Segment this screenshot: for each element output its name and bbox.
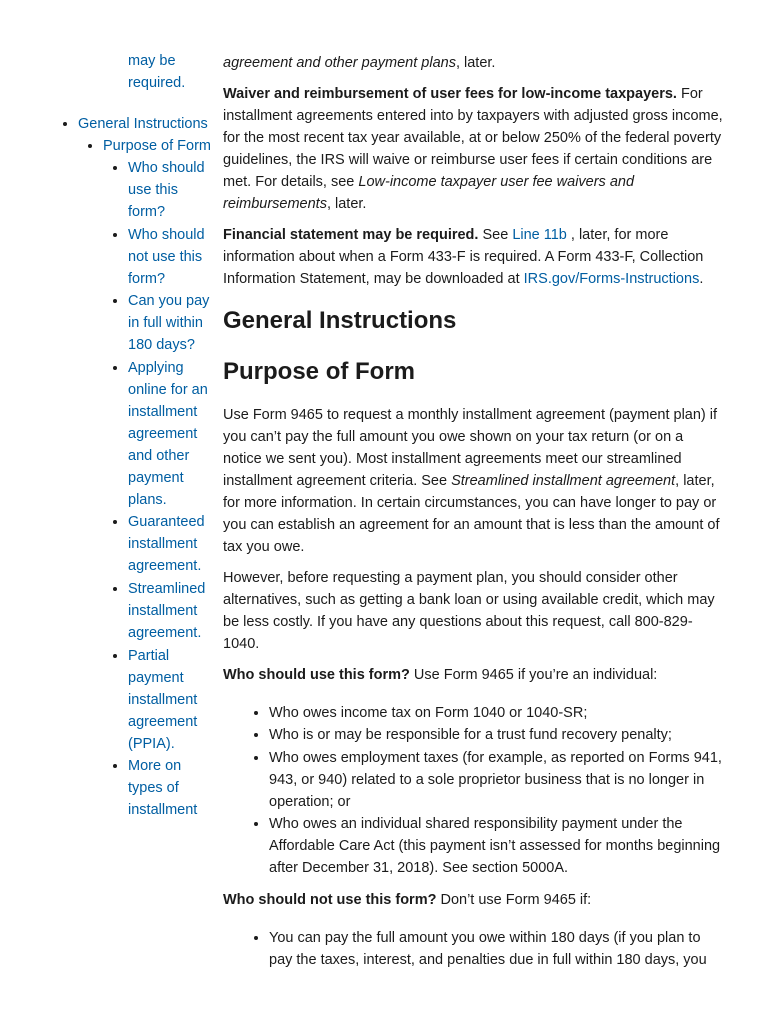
who-should-not-use-heading: Who should not use this form? (223, 892, 437, 909)
toc-link-more-on-types[interactable]: More on types of installment (128, 758, 198, 819)
italic-ref: Streamlined installment agreement (451, 473, 676, 489)
toc-link-pay-in-full[interactable]: Can you pay in full within 180 days? (128, 293, 210, 354)
line-11b-link[interactable]: Line 11b (512, 227, 567, 243)
text: For installment agreements entered into by taxpayers with adjusted gross income, for the most recent tax year available, at or below 250% of the federal poverty guidelines, the IRS will waive or reimburse user fees if certain conditions are met. For details, see (223, 86, 723, 190)
list-item: • Who is or may be responsible for a trust fund recovery penalty; (269, 724, 723, 746)
toc-sublist (78, 135, 213, 821)
toc-item (128, 224, 213, 290)
paragraph-waiver (223, 83, 723, 215)
list-item: • Who owes an individual shared responsibility payment under the Affordable Care Act (this payment isn’t assessed for months beginning after December 31, 2018). See section 5000A. (269, 813, 723, 879)
toc-link-ppia[interactable]: Partial payment installment agreement (PPIA). (128, 647, 198, 752)
text: See (478, 227, 513, 243)
who-should-not-use-list (223, 927, 723, 971)
irs-forms-link[interactable]: IRS.gov/Forms-Instructions (523, 271, 700, 287)
italic-ref: agreement and other payment plans (223, 55, 456, 71)
paragraph-purpose (223, 404, 723, 558)
waiver-heading: Waiver and reimbursement of user fees for low-income taxpayers. (223, 86, 677, 102)
toc-item (128, 511, 213, 577)
text: Don’t use Form 9465 if: (436, 892, 592, 909)
main-content (223, 52, 723, 981)
toc-list (78, 113, 213, 822)
text: Use Form 9465 if you’re an individual: (409, 667, 658, 683)
heading-purpose-of-form: Purpose of Form (223, 358, 416, 385)
toc-link-may-be-required[interactable]: may be required. (128, 53, 186, 91)
paragraph-financial-statement (223, 224, 723, 290)
toc-item (128, 755, 213, 821)
toc-link-applying-online[interactable]: Applying online for an installment agreement and other payment plans. (128, 359, 208, 508)
heading-general-instructions: General Instructions (223, 307, 457, 334)
toc-item-general-instructions (78, 113, 213, 821)
toc-link-general-instructions[interactable]: General Instructions (78, 116, 208, 132)
toc-item (128, 357, 213, 511)
toc-link-who-should-not-use[interactable]: Who should not use this form? (128, 226, 205, 287)
toc-subsublist (103, 157, 213, 821)
toc-link-guaranteed[interactable]: Guaranteed installment agreement. (128, 514, 205, 575)
text: , later, for more information. In certain circumstances, you can have longer to pay or you can establish an agreement for an amount that is less than the amount of tax you owe. (223, 473, 720, 555)
toc-item-purpose-of-form (103, 135, 213, 821)
toc-item (128, 290, 213, 356)
financial-heading: Financial statement may be required. (223, 227, 479, 243)
list-item: • You can pay the full amount you owe within 180 days (if you plan to pay the taxes, interest, and penalties due in full within 180 days, you (269, 927, 723, 971)
toc-link-purpose-of-form[interactable]: Purpose of Form (103, 138, 211, 154)
toc-item (128, 157, 213, 223)
text: Use Form 9465 to request a monthly installment agreement (payment plan) if you can’t pay the full amount you owe shown on your tax return (or on a notice we sent you). Most installment agreements meet our streamlined installment agreement criteria. See (223, 407, 718, 489)
toc-link-streamlined[interactable]: Streamlined installment agreement. (128, 580, 206, 641)
list-item: • Who owes income tax on Form 1040 or 1040-SR; (269, 702, 723, 724)
who-should-use-list (223, 702, 723, 879)
text: , later, for more information about when a Form 433-F is required. A Form 433-F, Collection Information Statement, may be downloaded at (223, 227, 704, 287)
text: . (699, 271, 704, 287)
toc-item (128, 578, 213, 644)
toc-item (128, 645, 213, 755)
text: , later. (326, 196, 367, 212)
text: , later. (455, 55, 496, 71)
paragraph-who-should-use (223, 664, 723, 686)
paragraph-who-should-not-use (223, 889, 723, 911)
toc-link-who-should-use[interactable]: Who should use this form? (128, 160, 205, 220)
italic-ref: Low-income taxpayer user fee waivers and reimbursements (223, 174, 635, 212)
paragraph-however: However, before requesting a payment plan, you should consider other alternatives, such as getting a bank loan or using available credit, which may be less costly. If you have any questions about this request, call 800-829-1040. (223, 570, 715, 652)
list-item: • Who owes employment taxes (for example, as reported on Forms 941, 943, or 940) related to a sole proprietor business that is no longer in operation; or (269, 747, 723, 813)
paragraph-continued (223, 52, 723, 74)
who-should-use-heading: Who should use this form? (223, 667, 410, 683)
